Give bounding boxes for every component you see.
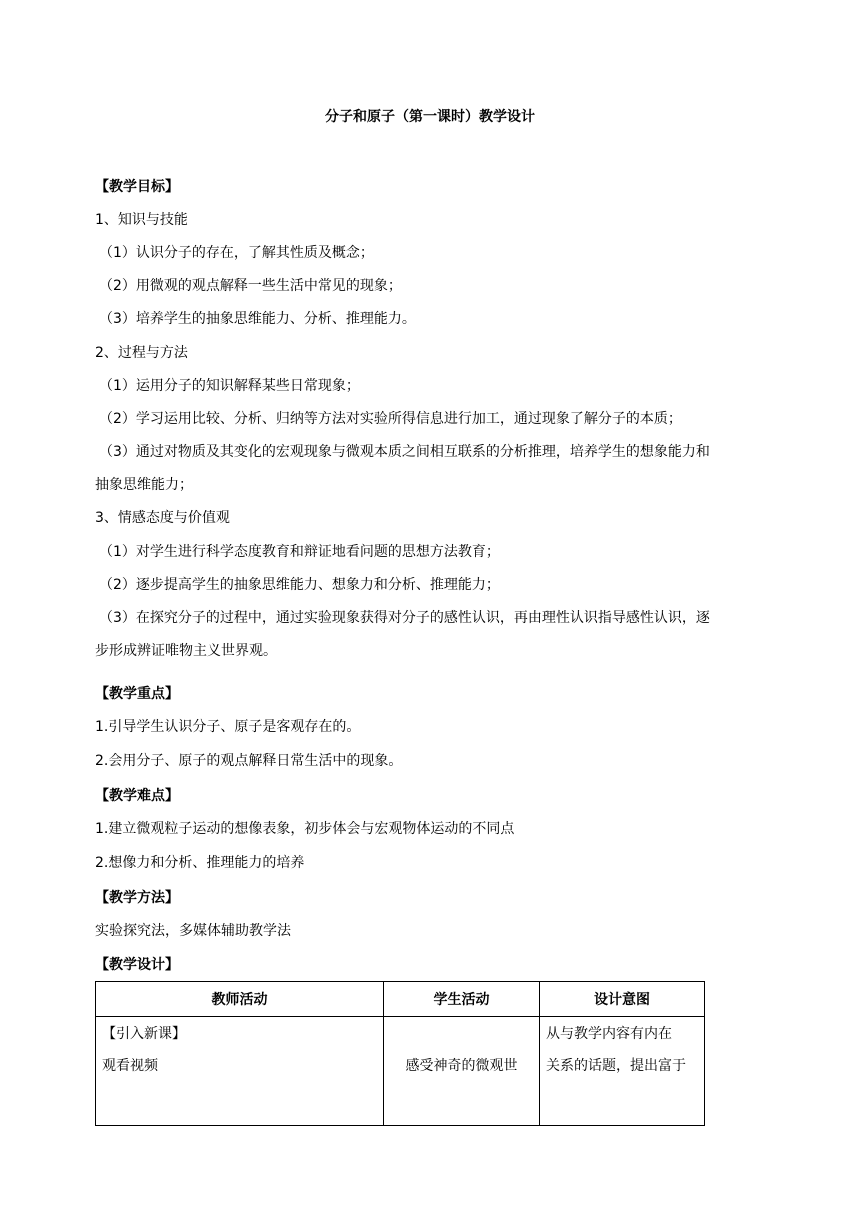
column-header-student: 学生活动: [384, 982, 540, 1017]
paragraph-line: （2）用微观的观点解释一些生活中常见的现象；: [99, 278, 402, 294]
column-header-teacher: 教师活动: [96, 982, 384, 1017]
cell-line: 感受神奇的微观世: [405, 1058, 518, 1074]
paragraph-line: 抽象思维能力；: [95, 477, 193, 493]
section-heading-objectives: 【教学目标】: [95, 179, 179, 195]
cell-line: 关系的话题，提出富于: [546, 1058, 686, 1074]
paragraph-line: （3）培养学生的抽象思维能力、分析、推理能力。: [99, 311, 416, 327]
paragraph-line: 步形成辨证唯物主义世界观。: [95, 643, 277, 659]
design-intent-cell: [540, 1017, 705, 1126]
paragraph-line: 2.想像力和分析、推理能力的培养: [95, 855, 305, 871]
student-activity-cell: [384, 1017, 540, 1126]
paragraph-line: （2）学习运用比较、分析、归纳等方法对实验所得信息进行加工，通过现象了解分子的本质；: [99, 411, 682, 427]
table-header-row: [96, 982, 705, 1017]
lesson-design-table: [95, 981, 705, 1126]
section-heading-design: 【教学设计】: [95, 957, 179, 973]
paragraph-line: 1.建立微观粒子运动的想像表象，初步体会与宏观物体运动的不同点: [95, 821, 515, 837]
section-heading-difficulties: 【教学难点】: [95, 788, 179, 804]
paragraph-line: 实验探究法，多媒体辅助教学法: [95, 923, 291, 939]
paragraph-line: （2）逐步提高学生的抽象思维能力、想象力和分析、推理能力；: [99, 577, 500, 593]
document-title: 分子和原子（第一课时）教学设计: [325, 109, 535, 125]
paragraph-line: （1）运用分子的知识解释某些日常现象；: [99, 378, 360, 394]
paragraph-line: （1）认识分子的存在，了解其性质及概念；: [99, 245, 374, 261]
paragraph-line: （3）在探究分子的过程中，通过实验现象获得对分子的感性认识，再由理性认识指导感性认识，逐: [99, 610, 710, 626]
paragraph-line: 2、过程与方法: [95, 345, 188, 361]
paragraph-line: 2.会用分子、原子的观点解释日常生活中的现象。: [95, 753, 403, 769]
paragraph-line: （1）对学生进行科学态度教育和辩证地看问题的思想方法教育；: [99, 544, 500, 560]
section-heading-methods: 【教学方法】: [95, 890, 179, 906]
table-row: [96, 1017, 705, 1126]
paragraph-line: 3、情感态度与价值观: [95, 510, 230, 526]
section-heading-key-points: 【教学重点】: [95, 686, 179, 702]
teacher-activity-cell: [96, 1017, 384, 1126]
cell-line: 观看视频: [102, 1058, 158, 1074]
paragraph-line: 1、知识与技能: [95, 212, 188, 228]
column-header-intent: 设计意图: [540, 982, 705, 1017]
cell-line: 从与教学内容有内在: [546, 1026, 672, 1042]
cell-line: 【引入新课】: [102, 1026, 186, 1042]
paragraph-line: （3）通过对物质及其变化的宏观现象与微观本质之间相互联系的分析推理，培养学生的想象能力和: [99, 444, 710, 460]
paragraph-line: 1.引导学生认识分子、原子是客观存在的。: [95, 719, 361, 735]
